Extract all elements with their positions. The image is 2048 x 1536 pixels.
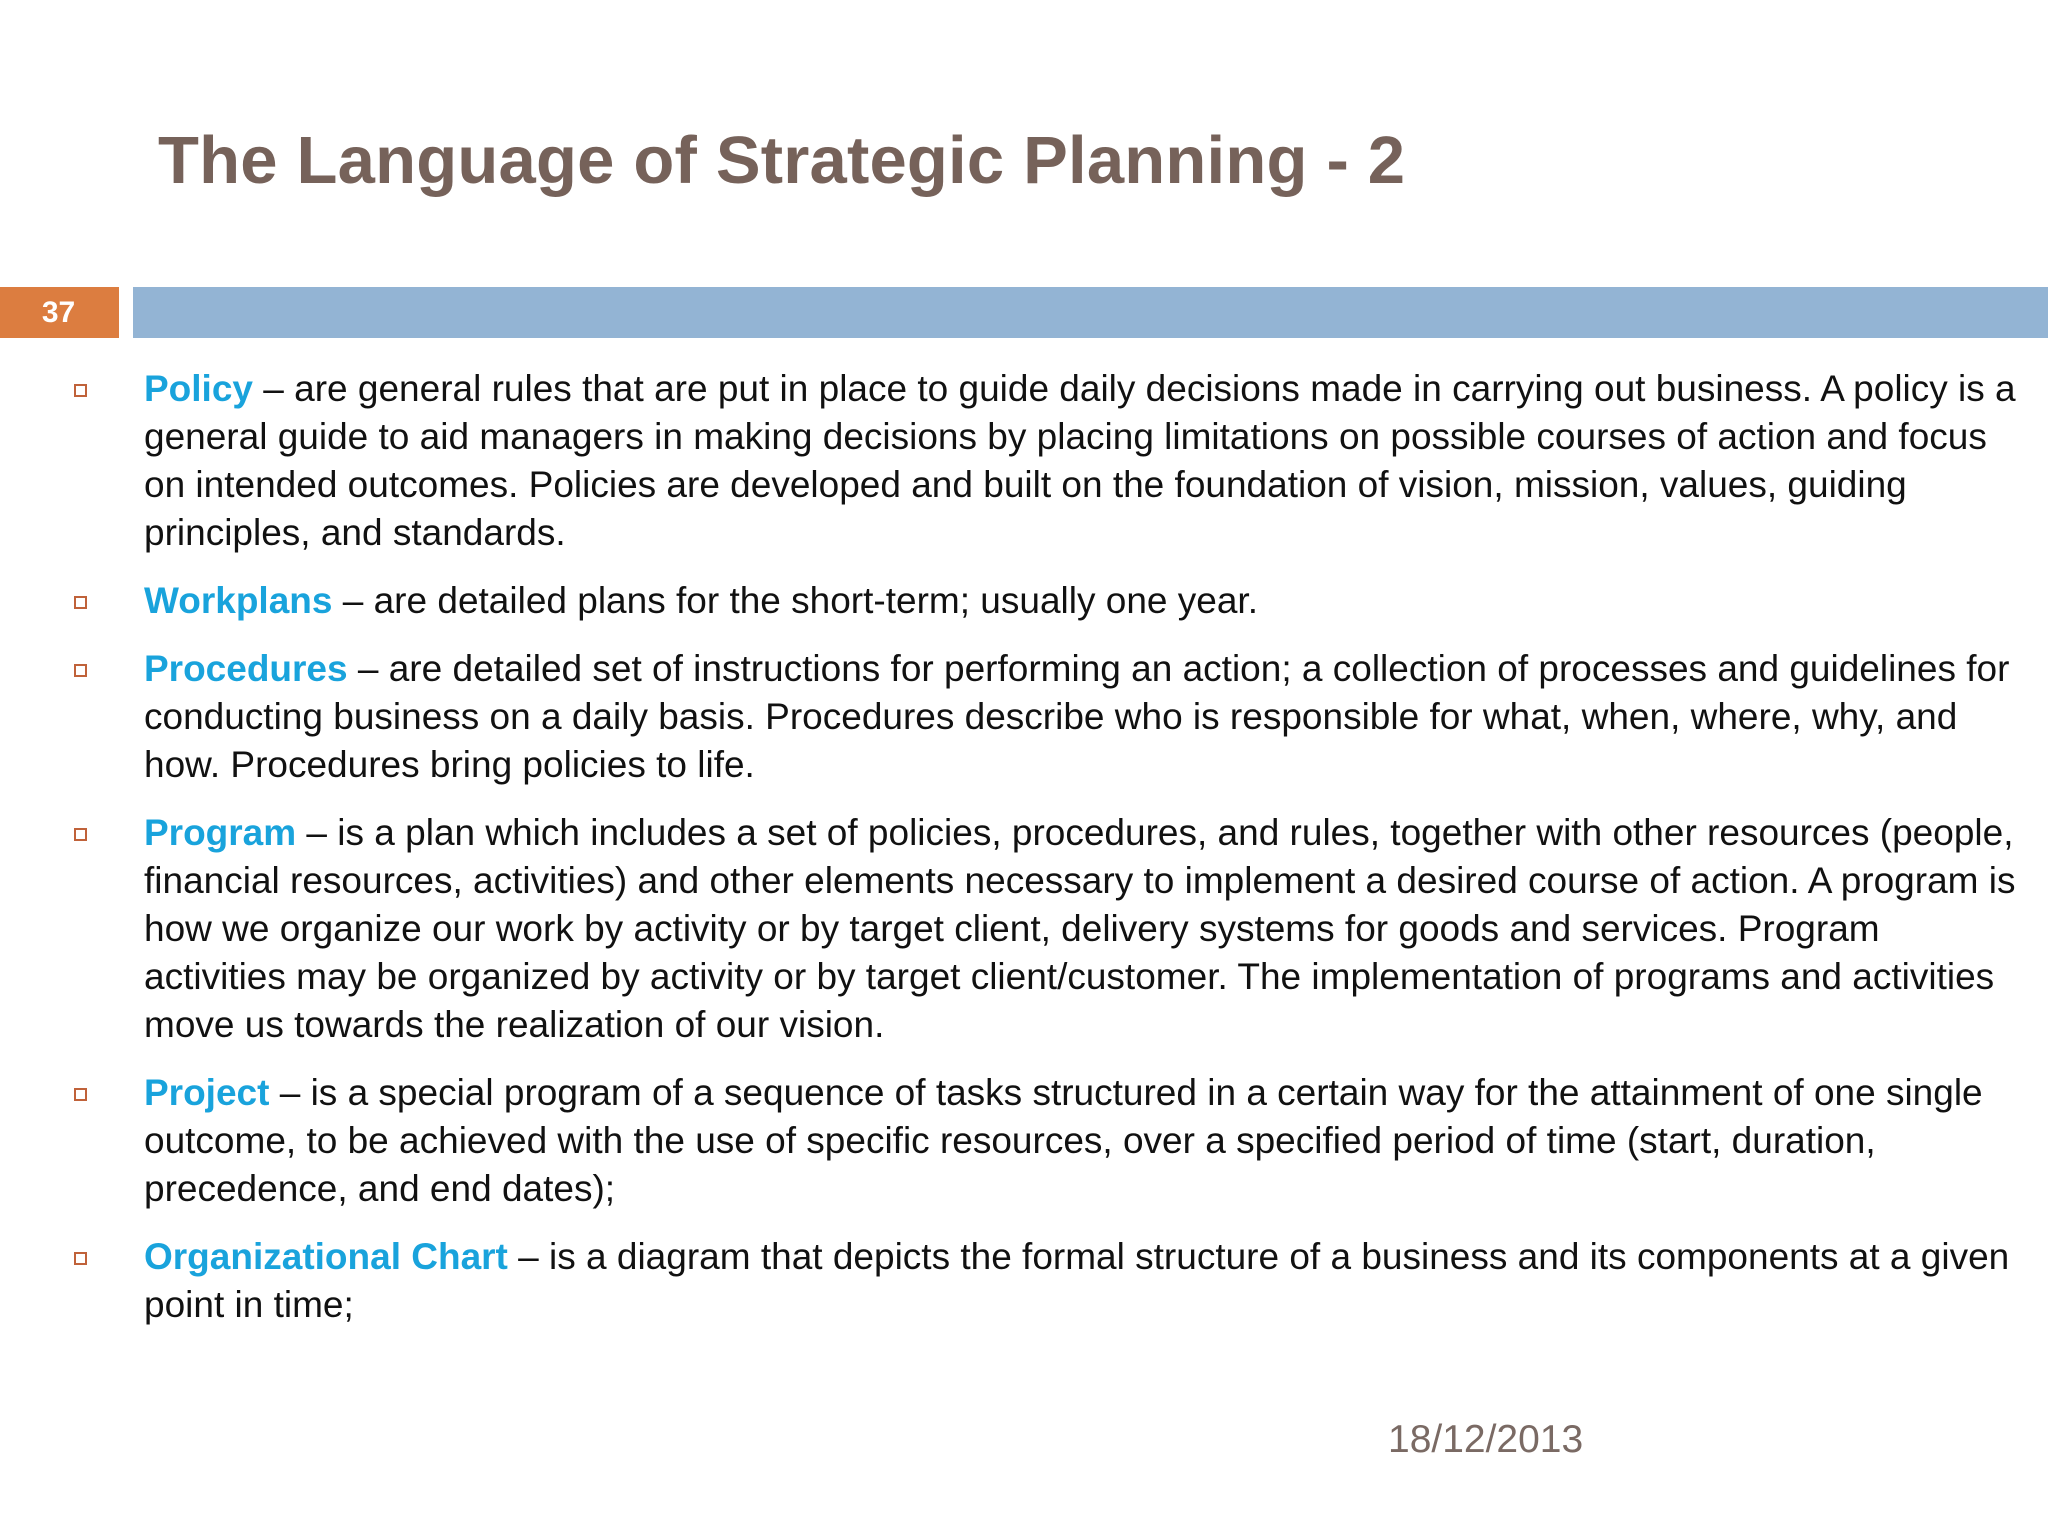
slide-title: The Language of Strategic Planning - 2 — [158, 123, 1406, 198]
list-item-procedures — [0, 645, 2048, 789]
term-label: Procedures — [144, 648, 348, 689]
term-label: Project — [144, 1072, 270, 1113]
slide-number-badge: 37 — [0, 287, 119, 338]
bullet-list — [0, 365, 2048, 1349]
slide-date: 18/12/2013 — [1388, 1418, 1584, 1461]
list-item-program — [0, 809, 2048, 1049]
term-label: Workplans — [144, 580, 333, 621]
term-definition: – is a special program of a sequence of tasks structured in a certain way for the attainment of one single outcome, to be achieved with the use of specific resources, over a specified period of time (start, duration, precedence, and end dates); — [144, 1072, 1983, 1209]
term-label: Organizational Chart — [144, 1236, 508, 1277]
term-definition: – is a plan which includes a set of policies, procedures, and rules, together with other resources (people, financial resources, activities) and other elements necessary to implement a desired course of action. A program is how we organize our work by activity or by target client, delivery systems for goods and services. Program activities may be organized by activity or by target client/customer. The implementation of programs and activities move us towards the realization of our vision. — [144, 812, 2016, 1045]
square-bullet-icon — [74, 828, 87, 841]
term-label: Policy — [144, 368, 253, 409]
list-item-policy — [0, 365, 2048, 557]
term-definition: – are detailed plans for the short-term; usually one year. — [332, 580, 1258, 621]
term-definition: – are detailed set of instructions for performing an action; a collection of processes and guidelines for conducting business on a daily basis. Procedures describe who is responsible for what, when, where, why, and how. Procedures bring policies to life. — [144, 648, 2010, 785]
square-bullet-icon — [74, 596, 87, 609]
square-bullet-icon — [74, 664, 87, 677]
term-definition: – is a diagram that depicts the formal structure of a business and its components at a given point in time; — [144, 1236, 2010, 1325]
list-item-workplans — [0, 577, 2048, 625]
header-bar — [133, 287, 2048, 338]
term-label: Program — [144, 812, 297, 853]
term-definition: – are general rules that are put in place to guide daily decisions made in carrying out business. A policy is a general guide to aid managers in making decisions by placing limitations on possible courses of action and focus on intended outcomes. Policies are developed and built on the foundation of vision, mission, values, guiding principles, and standards. — [144, 368, 2016, 553]
list-item-project — [0, 1069, 2048, 1213]
square-bullet-icon — [74, 1252, 87, 1265]
list-item-organizational-chart — [0, 1233, 2048, 1329]
square-bullet-icon — [74, 1088, 87, 1101]
square-bullet-icon — [74, 384, 87, 397]
